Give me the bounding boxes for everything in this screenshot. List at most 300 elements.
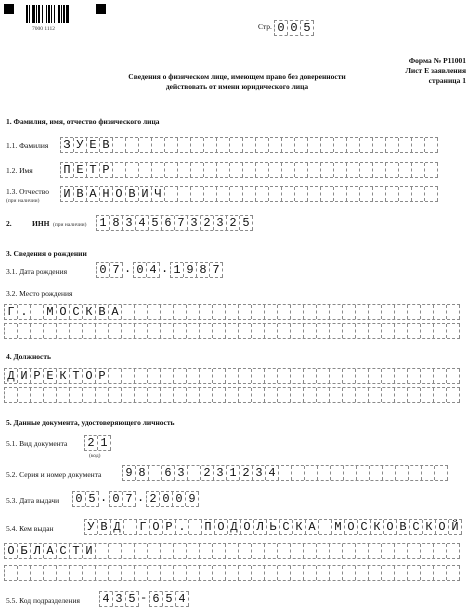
char-cell: 8 <box>197 263 210 277</box>
char-cell <box>148 566 161 580</box>
char-cell: К <box>83 305 96 319</box>
char-cell <box>109 369 122 383</box>
char-cell <box>135 305 148 319</box>
char-cell <box>5 324 18 338</box>
char-cell: П <box>202 520 215 534</box>
char-cell <box>278 369 291 383</box>
char-cell <box>187 566 200 580</box>
char-cell <box>243 138 256 152</box>
char-cell <box>291 305 304 319</box>
char-cell <box>278 305 291 319</box>
char-cell <box>200 324 213 338</box>
char-cell <box>148 305 161 319</box>
char-cell <box>382 369 395 383</box>
char-cell <box>70 388 83 402</box>
char-cell <box>291 324 304 338</box>
char-cell <box>319 520 332 534</box>
char-cell: О <box>5 544 18 558</box>
char-cell <box>230 138 243 152</box>
char-cell <box>369 369 382 383</box>
issue-month-field[interactable] <box>109 491 136 507</box>
char-cell <box>304 388 317 402</box>
char-cell: 5 <box>149 216 162 230</box>
char-cell <box>412 163 425 177</box>
issue-day-field[interactable] <box>72 491 99 507</box>
char-cell <box>139 163 152 177</box>
char-cell <box>369 324 382 338</box>
char-cell <box>343 324 356 338</box>
char-cell: И <box>139 187 152 201</box>
issue-date-label: 5.3. Дата выдачи <box>6 496 60 505</box>
char-cell <box>317 369 330 383</box>
char-cell <box>256 163 269 177</box>
char-cell: В <box>98 520 111 534</box>
char-cell <box>148 544 161 558</box>
patronymic-label: 1.3. Отчество <box>6 187 49 196</box>
char-cell: . <box>18 305 31 319</box>
char-cell: 3 <box>214 216 227 230</box>
char-cell: К <box>293 520 306 534</box>
char-cell <box>165 163 178 177</box>
char-cell: 3 <box>113 592 126 606</box>
char-cell <box>122 305 135 319</box>
char-cell <box>252 324 265 338</box>
char-cell: Е <box>74 163 87 177</box>
char-cell: 0 <box>288 21 301 35</box>
position-field-line2[interactable] <box>4 387 460 403</box>
series-field[interactable] <box>122 465 448 481</box>
char-cell <box>447 305 460 319</box>
section5-title: 5. Данные документа, удостоверяющего личность <box>6 418 175 427</box>
series-label: 5.2. Серия и номер документа <box>6 470 102 479</box>
char-cell: Т <box>70 369 83 383</box>
char-cell: 1 <box>98 436 111 450</box>
char-cell <box>317 324 330 338</box>
char-cell <box>135 369 148 383</box>
char-cell: В <box>126 187 139 201</box>
char-cell: К <box>57 369 70 383</box>
char-cell <box>5 566 18 580</box>
char-cell <box>187 388 200 402</box>
char-cell: 1 <box>227 466 240 480</box>
char-cell <box>161 388 174 402</box>
char-cell <box>217 187 230 201</box>
section3-title: 3. Сведения о рождении <box>6 249 87 258</box>
char-cell <box>434 388 447 402</box>
char-cell <box>291 369 304 383</box>
char-cell: 0 <box>275 21 288 35</box>
form-title-line1: Сведения о физическом лице, имеющем право без доверенности <box>128 72 346 81</box>
char-cell: М <box>332 520 345 534</box>
char-cell <box>239 324 252 338</box>
char-cell: 0 <box>160 492 173 506</box>
inn-note: (при наличии) <box>53 222 87 228</box>
char-cell <box>369 566 382 580</box>
barcode <box>26 5 78 23</box>
char-cell <box>44 324 57 338</box>
char-cell <box>321 187 334 201</box>
char-cell <box>278 544 291 558</box>
dob-month-field[interactable] <box>133 262 160 278</box>
patronymic-note: (при наличии) <box>6 198 40 204</box>
issuer-field-line3[interactable] <box>4 565 460 581</box>
char-cell: О <box>57 305 70 319</box>
char-cell <box>122 324 135 338</box>
char-cell <box>213 388 226 402</box>
char-cell: 9 <box>184 263 197 277</box>
char-cell <box>304 305 317 319</box>
char-cell <box>408 388 421 402</box>
char-cell <box>330 388 343 402</box>
char-cell: З <box>61 138 74 152</box>
char-cell <box>226 388 239 402</box>
char-cell: 9 <box>186 492 199 506</box>
char-cell <box>187 305 200 319</box>
char-cell <box>343 305 356 319</box>
char-cell: Р <box>163 520 176 534</box>
char-cell <box>213 369 226 383</box>
char-cell <box>204 163 217 177</box>
char-cell: С <box>410 520 423 534</box>
char-cell <box>148 388 161 402</box>
char-cell <box>395 388 408 402</box>
char-cell: В <box>96 305 109 319</box>
char-cell <box>356 544 369 558</box>
char-cell <box>370 466 383 480</box>
char-cell <box>226 369 239 383</box>
dob-separator-2: . <box>161 262 169 276</box>
char-cell <box>124 520 137 534</box>
char-cell: 5 <box>240 216 253 230</box>
char-cell <box>188 466 201 480</box>
char-cell <box>412 187 425 201</box>
char-cell <box>425 187 438 201</box>
char-cell <box>187 324 200 338</box>
char-cell <box>239 544 252 558</box>
char-cell <box>31 388 44 402</box>
char-cell <box>152 163 165 177</box>
char-cell <box>343 388 356 402</box>
char-cell <box>434 369 447 383</box>
char-cell <box>83 388 96 402</box>
char-cell <box>239 388 252 402</box>
char-cell <box>139 138 152 152</box>
char-cell <box>122 566 135 580</box>
char-cell <box>174 369 187 383</box>
issue-year-field[interactable] <box>146 491 199 507</box>
patronymic-field[interactable] <box>60 186 438 202</box>
char-cell: А <box>306 520 319 534</box>
char-cell <box>204 138 217 152</box>
name-label: 1.2. Имя <box>6 166 33 175</box>
char-cell: 5 <box>126 592 139 606</box>
barcode-number: 7000 1112 <box>32 26 55 32</box>
char-cell <box>239 566 252 580</box>
char-cell <box>278 566 291 580</box>
char-cell <box>399 138 412 152</box>
dob-day-field[interactable] <box>96 262 123 278</box>
char-cell <box>382 544 395 558</box>
char-cell <box>174 324 187 338</box>
char-cell <box>31 324 44 338</box>
char-cell <box>174 388 187 402</box>
section1-title: 1. Фамилия, имя, отчество физического лица <box>6 117 160 126</box>
name-field[interactable] <box>60 162 438 178</box>
char-cell: С <box>57 544 70 558</box>
char-cell <box>57 388 70 402</box>
char-cell <box>382 324 395 338</box>
char-cell <box>447 388 460 402</box>
char-cell <box>421 566 434 580</box>
char-cell <box>204 187 217 201</box>
char-cell <box>347 187 360 201</box>
char-cell: К <box>371 520 384 534</box>
char-cell <box>18 566 31 580</box>
barcode-bar <box>69 5 70 23</box>
char-cell <box>252 369 265 383</box>
char-cell <box>243 187 256 201</box>
char-cell <box>126 163 139 177</box>
char-cell: 3 <box>123 216 136 230</box>
char-cell <box>395 305 408 319</box>
char-cell <box>408 324 421 338</box>
char-cell: Н <box>100 187 113 201</box>
char-cell: О <box>384 520 397 534</box>
char-cell <box>344 466 357 480</box>
char-cell <box>109 388 122 402</box>
dept-code-field-2[interactable] <box>149 591 189 607</box>
surname-field[interactable] <box>60 137 438 153</box>
char-cell: 4 <box>100 592 113 606</box>
char-cell: 6 <box>150 592 163 606</box>
inn-field[interactable] <box>96 215 253 231</box>
char-cell <box>396 466 409 480</box>
char-cell <box>357 466 370 480</box>
char-cell <box>395 566 408 580</box>
char-cell <box>295 163 308 177</box>
char-cell <box>321 138 334 152</box>
char-cell: 4 <box>147 263 160 277</box>
char-cell <box>347 138 360 152</box>
char-cell <box>421 388 434 402</box>
char-cell <box>317 566 330 580</box>
char-cell <box>200 544 213 558</box>
char-cell <box>44 388 57 402</box>
char-cell <box>200 566 213 580</box>
char-cell <box>291 566 304 580</box>
char-cell <box>200 305 213 319</box>
char-cell <box>434 305 447 319</box>
char-cell <box>318 466 331 480</box>
char-cell <box>282 138 295 152</box>
char-cell: Л <box>31 544 44 558</box>
char-cell <box>356 324 369 338</box>
char-cell <box>178 163 191 177</box>
char-cell <box>434 324 447 338</box>
dept-code-label: 5.5. Код подразделения <box>6 596 80 605</box>
char-cell: Е <box>44 369 57 383</box>
pob-field-line2[interactable] <box>4 323 460 339</box>
char-cell <box>343 566 356 580</box>
char-cell <box>161 544 174 558</box>
char-cell <box>395 544 408 558</box>
char-cell <box>382 305 395 319</box>
char-cell <box>278 324 291 338</box>
char-cell <box>96 324 109 338</box>
char-cell: Ь <box>267 520 280 534</box>
inn-label: ИНН <box>32 219 50 228</box>
dob-label: 3.1. Дата рождения <box>6 267 68 276</box>
doc-type-note: (код) <box>89 453 101 459</box>
char-cell <box>96 566 109 580</box>
char-cell <box>126 138 139 152</box>
dept-code-field-1[interactable] <box>99 591 139 607</box>
char-cell <box>187 544 200 558</box>
char-cell <box>343 544 356 558</box>
position-field[interactable] <box>4 368 460 384</box>
char-cell <box>5 388 18 402</box>
char-cell <box>382 566 395 580</box>
issuer-field[interactable] <box>84 519 462 535</box>
char-cell <box>122 369 135 383</box>
pob-field[interactable] <box>4 304 460 320</box>
char-cell <box>447 544 460 558</box>
char-cell <box>174 544 187 558</box>
char-cell <box>360 163 373 177</box>
char-cell <box>83 566 96 580</box>
char-cell: 2 <box>240 466 253 480</box>
form-code: Форма № Р11001 <box>408 56 466 65</box>
char-cell <box>165 187 178 201</box>
char-cell <box>383 466 396 480</box>
char-cell <box>31 305 44 319</box>
char-cell: Й <box>449 520 462 534</box>
char-cell <box>434 566 447 580</box>
char-cell <box>174 305 187 319</box>
char-cell <box>178 138 191 152</box>
char-cell <box>217 138 230 152</box>
char-cell <box>317 305 330 319</box>
char-cell <box>44 566 57 580</box>
char-cell: А <box>87 187 100 201</box>
char-cell: Р <box>31 369 44 383</box>
char-cell <box>334 187 347 201</box>
doc-type-label: 5.1. Вид документа <box>6 439 68 448</box>
char-cell <box>356 388 369 402</box>
char-cell <box>308 138 321 152</box>
char-cell <box>135 566 148 580</box>
char-cell <box>109 324 122 338</box>
dob-year-field[interactable] <box>170 262 223 278</box>
char-cell: С <box>280 520 293 534</box>
char-cell <box>305 466 318 480</box>
char-cell <box>373 187 386 201</box>
char-cell <box>447 369 460 383</box>
char-cell <box>200 369 213 383</box>
char-cell <box>369 388 382 402</box>
char-cell <box>135 324 148 338</box>
char-cell <box>386 138 399 152</box>
char-cell <box>122 388 135 402</box>
char-cell <box>347 163 360 177</box>
char-cell <box>356 369 369 383</box>
char-cell <box>317 388 330 402</box>
char-cell <box>217 163 230 177</box>
char-cell <box>109 544 122 558</box>
char-cell: В <box>397 520 410 534</box>
char-cell: О <box>150 520 163 534</box>
doc-type-field[interactable] <box>84 435 111 451</box>
char-cell: А <box>109 305 122 319</box>
char-cell <box>161 324 174 338</box>
char-cell <box>189 520 202 534</box>
char-cell: 5 <box>163 592 176 606</box>
char-cell <box>135 388 148 402</box>
char-cell <box>256 187 269 201</box>
char-cell: 0 <box>110 492 123 506</box>
char-cell: Р <box>96 369 109 383</box>
char-cell <box>304 544 317 558</box>
char-cell <box>96 388 109 402</box>
char-cell <box>269 138 282 152</box>
char-cell: 5 <box>301 21 314 35</box>
char-cell: 8 <box>136 466 149 480</box>
char-cell <box>304 324 317 338</box>
char-cell <box>70 566 83 580</box>
char-cell: 0 <box>97 263 110 277</box>
char-cell <box>334 138 347 152</box>
char-cell <box>252 544 265 558</box>
char-cell: 7 <box>123 492 136 506</box>
char-cell <box>265 566 278 580</box>
char-cell: 7 <box>175 216 188 230</box>
char-cell: Т <box>87 163 100 177</box>
char-cell <box>152 138 165 152</box>
char-cell <box>373 163 386 177</box>
char-cell: К <box>423 520 436 534</box>
char-cell <box>408 544 421 558</box>
char-cell <box>334 163 347 177</box>
char-cell <box>226 544 239 558</box>
char-cell <box>122 544 135 558</box>
char-cell <box>278 388 291 402</box>
issuer-field-line2[interactable] <box>4 543 460 559</box>
char-cell <box>191 138 204 152</box>
char-cell: С <box>70 305 83 319</box>
char-cell <box>408 305 421 319</box>
char-cell <box>412 138 425 152</box>
char-cell: 6 <box>162 216 175 230</box>
char-cell <box>331 466 344 480</box>
char-cell: Д <box>5 369 18 383</box>
char-cell <box>447 324 460 338</box>
char-cell <box>421 305 434 319</box>
char-cell: Р <box>100 163 113 177</box>
char-cell <box>321 163 334 177</box>
char-cell <box>226 324 239 338</box>
char-cell <box>226 305 239 319</box>
char-cell: Д <box>111 520 124 534</box>
char-cell <box>369 544 382 558</box>
char-cell <box>252 305 265 319</box>
char-cell: П <box>61 163 74 177</box>
char-cell <box>200 388 213 402</box>
char-cell <box>96 544 109 558</box>
char-cell: Г <box>5 305 18 319</box>
char-cell: 5 <box>86 492 99 506</box>
char-cell: 6 <box>162 466 175 480</box>
char-cell: 2 <box>147 492 160 506</box>
